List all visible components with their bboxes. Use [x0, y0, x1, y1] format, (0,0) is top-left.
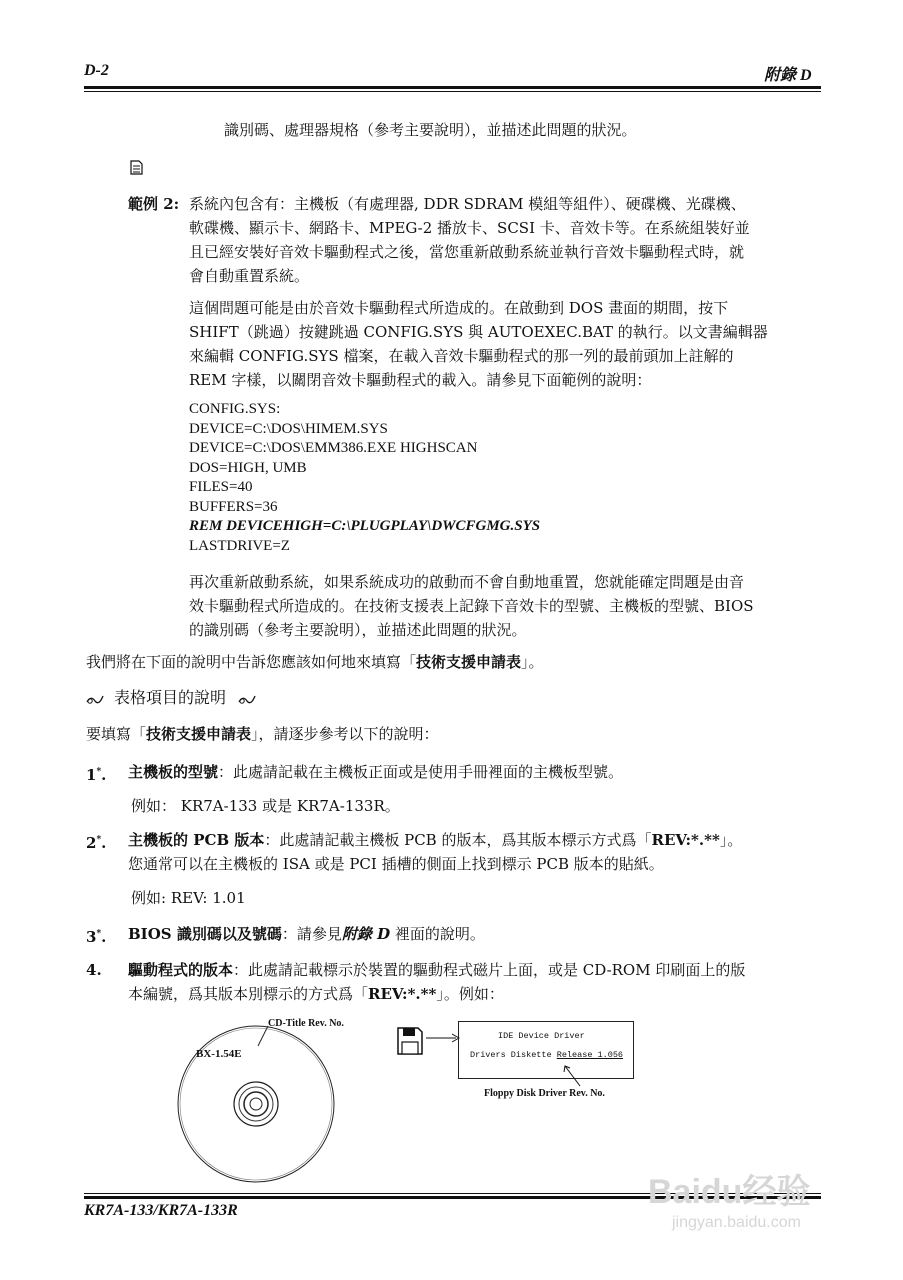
item-2-text: 主機板的 PCB 版本：此處請記載主機板 PCB 的版本，爲其版本標示方式爲「REV:*.**」。 [128, 831, 743, 849]
paragraph-line: 來編輯 CONFIG.SYS 檔案，在載入音效卡驅動程式的那一列的最前頭加上註解的 [189, 347, 734, 365]
paragraph-line: 的識別碼（參考主要說明），並描述此問題的狀況。 [189, 621, 527, 639]
pen-icon [238, 693, 256, 705]
code-line: BUFFERS=36 [189, 498, 278, 515]
fill-intro: 要填寫「技術支援申請表」，請逐步參考以下的說明： [86, 725, 439, 743]
model-name: KR7A-133/KR7A-133R [84, 1202, 238, 1219]
item-number: 4. [86, 961, 102, 979]
item-2-line2: 您通常可以在主機板的 ISA 或是 PCI 插槽的側面上找到標示 PCB 版本的貼紙。 [128, 855, 664, 873]
item-2-example: 例如: REV: 1.01 [131, 889, 246, 907]
section-title: 表格項目的說明 [86, 688, 256, 708]
paragraph-line: 效卡驅動程式所造成的。在技術支援表上記錄下音效卡的型號、主機板的型號、BIOS [189, 597, 754, 615]
cd-label: BX-1.54E [196, 1048, 242, 1060]
code-line: DOS=HIGH, UMB [189, 459, 307, 476]
code-line: CONFIG.SYS: [189, 401, 281, 417]
item-1-example: 例如： KR7A-133 或是 KR7A-133R。 [131, 797, 400, 815]
page-number: D-2 [84, 62, 109, 79]
item-number: 3*. [86, 928, 107, 946]
floppy-disk-icon [397, 1027, 423, 1055]
intro-line: 識別碼、處理器規格（參考主要說明），並描述此問題的狀況。 [224, 121, 637, 139]
paragraph-line: REM 字樣，以關閉音效卡驅動程式的載入。請參見下面範例的說明： [189, 371, 652, 389]
item-number: 2*. [86, 834, 107, 852]
watermark-url: jingyan.baidu.com [672, 1214, 801, 1231]
config-sys-listing [189, 400, 540, 556]
document-icon [130, 160, 143, 175]
item-1-text: 主機板的型號：此處請記載在主機板正面或是使用手冊裡面的主機板型號。 [128, 763, 624, 781]
cd-title-callout: CD-Title Rev. No. [268, 1018, 344, 1029]
example-label: 範例 2: [128, 195, 180, 213]
floppy-callout: Floppy Disk Driver Rev. No. [484, 1088, 605, 1099]
code-line: DEVICE=C:\DOS\HIMEM.SYS [189, 420, 388, 437]
paragraph-line: SHIFT（跳過）按鍵跳過 CONFIG.SYS 與 AUTOEXEC.BAT 的執行。以文書編輯器 [189, 323, 768, 341]
paragraph-line: 再次重新啟動系統，如果系統成功的啟動而不會自動地重置，您就能確定問題是由音 [189, 573, 745, 591]
code-line: DEVICE=C:\DOS\EMM386.EXE HIGHSCAN [189, 440, 478, 456]
item-4-text: 驅動程式的版本：此處請記載標示於裝置的驅動程式磁片上面，或是 CD-ROM 印刷面上的版 [128, 961, 746, 979]
example-text-line: 系統內包含有：主機板（有處理器, DDR SDRAM 模組等組件）、硬碟機、光碟機、 [189, 195, 746, 213]
floppy-label-line: Drivers Diskette Release 1.056 [470, 1050, 624, 1060]
floppy-label-line: IDE Device Driver [498, 1031, 585, 1041]
item-number: 1*. [86, 766, 107, 784]
example-text-line: 且已經安裝好音效卡驅動程式之後，當您重新啟動系統並執行音效卡驅動程式時，就 [189, 243, 745, 261]
form-intro: 我們將在下面的說明中告訴您應該如何地來填寫「技術支援申請表」。 [86, 653, 544, 671]
item-3-text: BIOS 識別碼以及號碼：請參見附錄 D 裡面的說明。 [128, 925, 485, 943]
code-line-rem: REM DEVICEHIGH=C:\PLUGPLAY\DWCFGMG.SYS [189, 518, 541, 534]
header-rule-thin [84, 91, 821, 92]
paragraph-line: 這個問題可能是由於音效卡驅動程式所造成的。在啟動到 DOS 畫面的期間，按下 [189, 299, 729, 317]
header-rule [84, 86, 821, 89]
pen-icon [86, 693, 104, 705]
code-line: LASTDRIVE=Z [189, 537, 290, 554]
example-text-line: 軟碟機、顯示卡、網路卡、MPEG-2 播放卡、SCSI 卡、音效卡等。在系統組裝好並 [189, 219, 750, 237]
item-4-line2: 本編號，爲其版本別標示的方式爲「REV:*.**」。例如： [128, 985, 504, 1003]
watermark-brand: Baidu经验 [648, 1173, 811, 1211]
callout-pointer [562, 1064, 586, 1090]
arrow-icon [426, 1033, 460, 1043]
example-text-line: 會自動重置系統。 [189, 267, 310, 285]
cd-illustration [140, 1010, 390, 1185]
code-line: FILES=40 [189, 479, 253, 495]
appendix-title: 附錄 D [764, 67, 812, 84]
